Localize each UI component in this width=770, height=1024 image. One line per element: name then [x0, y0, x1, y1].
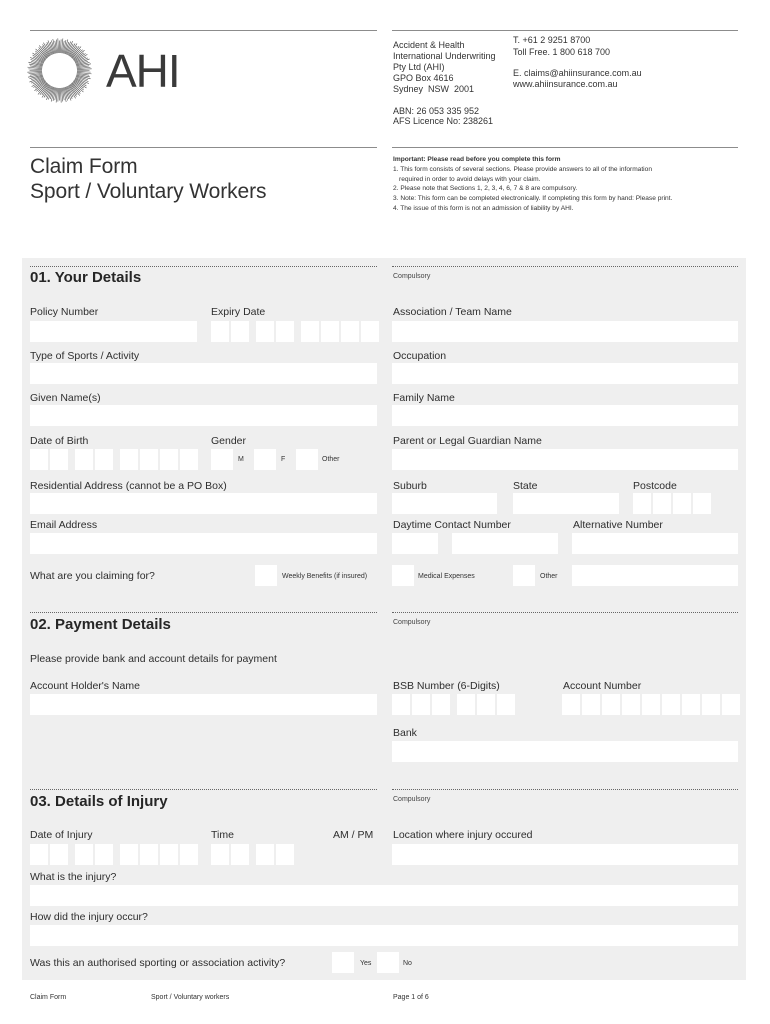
guardian-input[interactable] [392, 449, 738, 470]
logo-rays [27, 38, 91, 102]
section-divider [30, 789, 377, 790]
important-note: 3. Note: This form can be completed electronically. If completing this form by hand: Please print. [393, 195, 673, 203]
section-divider [392, 266, 738, 267]
authorised-yes-label: Yes [360, 959, 372, 967]
gender-other-label: Other [322, 455, 340, 463]
bsb-digit-box[interactable] [412, 694, 430, 715]
expiry-date-digit-box[interactable] [276, 321, 294, 342]
gender-other-checkbox[interactable] [296, 449, 318, 470]
postal-address-line: GPO Box 4616 [393, 73, 454, 83]
daytime-number-label: Daytime Contact Number [393, 519, 511, 531]
important-note: 1. This form consists of several sections. Please provide answers to all of the information [393, 165, 652, 173]
date-of-injury-input [30, 844, 198, 865]
suburb-input[interactable] [392, 493, 497, 514]
email-input[interactable] [30, 533, 377, 554]
website-link[interactable]: www.ahiinsurance.com.au [513, 79, 618, 89]
company-name-line: Accident & Health [393, 40, 465, 50]
expiry-date-digit-box[interactable] [301, 321, 319, 342]
bsb-digit-box[interactable] [497, 694, 515, 715]
bsb-input [392, 694, 515, 715]
date-of-injury-digit-box[interactable] [30, 844, 48, 865]
title-divider-left [30, 147, 377, 148]
date-of-injury-digit-box[interactable] [120, 844, 138, 865]
section-divider [30, 266, 377, 267]
given-names-input[interactable] [30, 405, 377, 426]
state-label: State [513, 480, 538, 492]
header-top-divider-right [392, 30, 738, 31]
how-occurred-label: How did the injury occur? [30, 911, 148, 923]
important-heading: Important: Please read before you complete this form [393, 156, 561, 163]
address-label: Residential Address (cannot be a PO Box) [30, 480, 227, 492]
sport-activity-label: Type of Sports / Activity [30, 350, 140, 362]
section-heading-payment-details: 02. Payment Details [30, 616, 171, 633]
claim-other-label: Other [540, 572, 558, 580]
bsb-digit-box[interactable] [457, 694, 475, 715]
expiry-date-digit-box[interactable] [231, 321, 249, 342]
date-of-injury-digit-box[interactable] [160, 844, 178, 865]
important-note: 2. Please note that Sections 1, 2, 3, 4, 6, 7 & 8 are compulsory. [393, 185, 578, 193]
time-digit-box[interactable] [256, 844, 274, 865]
date-of-birth-digit-box[interactable] [75, 449, 93, 470]
company-name-line: International Underwriting [393, 51, 496, 61]
association-input[interactable] [392, 321, 738, 342]
date-of-birth-digit-box[interactable] [95, 449, 113, 470]
account-number-digit-box[interactable] [562, 694, 580, 715]
occupation-input[interactable] [392, 363, 738, 384]
abn-number: ABN: 26 053 335 952 [393, 106, 480, 116]
bank-input[interactable] [392, 741, 738, 762]
account-number-digit-box[interactable] [622, 694, 640, 715]
policy-number-label: Policy Number [30, 306, 99, 318]
family-name-input[interactable] [392, 405, 738, 426]
compulsory-tag: Compulsory [393, 796, 431, 803]
weekly-benefits-checkbox[interactable] [255, 565, 277, 586]
expiry-date-label: Expiry Date [211, 306, 266, 318]
am-pm-label: AM / PM [333, 829, 374, 841]
form-title: Claim Form [30, 155, 138, 178]
account-number-digit-box[interactable] [702, 694, 720, 715]
expiry-date-digit-box[interactable] [361, 321, 379, 342]
payment-intro-text: Please provide bank and account details for payment [30, 653, 277, 665]
toll-free-number: Toll Free. 1 800 618 700 [513, 47, 611, 57]
how-occurred-input[interactable] [30, 925, 738, 946]
account-holder-label: Account Holder's Name [30, 680, 140, 692]
important-note: required in order to avoid delays with your claim. [399, 175, 541, 183]
time-digit-box[interactable] [211, 844, 229, 865]
account-number-digit-box[interactable] [722, 694, 740, 715]
address-input[interactable] [30, 493, 377, 514]
afs-licence-number: AFS Licence No: 238261 [393, 116, 494, 126]
account-holder-input[interactable] [30, 694, 377, 715]
gender-f-label: F [281, 455, 286, 463]
header-top-divider-left [30, 30, 377, 31]
phone-number: T. +61 2 9251 8700 [513, 35, 591, 45]
time-input [211, 844, 294, 865]
postcode-digit-box[interactable] [693, 493, 711, 514]
form-subtitle: Sport / Voluntary Workers [30, 180, 267, 203]
date-of-injury-digit-box[interactable] [180, 844, 198, 865]
date-of-injury-label: Date of Injury [30, 829, 93, 841]
date-of-birth-label: Date of Birth [30, 435, 89, 447]
time-digit-box[interactable] [231, 844, 249, 865]
title-divider-right [392, 147, 738, 148]
expiry-date-digit-box[interactable] [341, 321, 359, 342]
claim-other-input[interactable] [572, 565, 738, 586]
postcode-digit-box[interactable] [673, 493, 691, 514]
date-of-injury-digit-box[interactable] [50, 844, 68, 865]
account-number-digit-box[interactable] [642, 694, 660, 715]
weekly-benefits-label: Weekly Benefits (if insured) [282, 572, 368, 580]
association-label: Association / Team Name [393, 306, 512, 318]
date-of-injury-digit-box[interactable] [140, 844, 158, 865]
occupation-label: Occupation [393, 350, 447, 362]
account-number-digit-box[interactable] [662, 694, 680, 715]
date-of-birth-input [30, 449, 198, 470]
expiry-date-digit-box[interactable] [256, 321, 274, 342]
account-number-input [562, 694, 740, 715]
bsb-digit-box[interactable] [432, 694, 450, 715]
date-of-injury-digit-box[interactable] [95, 844, 113, 865]
email-label: Email Address [30, 519, 98, 531]
bsb-digit-box[interactable] [477, 694, 495, 715]
gender-f-checkbox[interactable] [254, 449, 276, 470]
sport-activity-input[interactable] [30, 363, 377, 384]
gender-m-label: M [238, 455, 244, 463]
postcode-input [633, 493, 711, 514]
account-number-label: Account Number [563, 680, 642, 692]
time-digit-box[interactable] [276, 844, 294, 865]
claims-email[interactable]: E. claims@ahiinsurance.com.au [513, 68, 642, 78]
date-of-birth-digit-box[interactable] [180, 449, 198, 470]
state-input[interactable] [513, 493, 619, 514]
date-of-injury-digit-box[interactable] [75, 844, 93, 865]
important-note: 4. The issue of this form is not an admission of liability by AHI. [393, 205, 574, 212]
gender-m-checkbox[interactable] [211, 449, 233, 470]
claim-other-checkbox[interactable] [513, 565, 535, 586]
date-of-birth-digit-box[interactable] [140, 449, 158, 470]
footer-product: Sport / Voluntary workers [151, 993, 230, 1001]
account-number-digit-box[interactable] [682, 694, 700, 715]
expiry-date-input [211, 321, 379, 342]
ahi-logo-mark [26, 37, 93, 104]
claiming-for-label: What are you claiming for? [30, 570, 155, 582]
company-name-line: Pty Ltd (AHI) [393, 62, 445, 72]
section-divider [392, 612, 738, 613]
guardian-label: Parent or Legal Guardian Name [393, 435, 542, 447]
postal-address-line: Sydney NSW 2001 [393, 84, 475, 94]
time-label: Time [211, 829, 234, 841]
suburb-label: Suburb [393, 480, 427, 492]
date-of-birth-digit-box[interactable] [30, 449, 48, 470]
given-names-label: Given Name(s) [30, 392, 101, 404]
alternative-number-label: Alternative Number [573, 519, 663, 531]
location-input[interactable] [392, 844, 738, 865]
footer-page-number: Page 1 of 6 [393, 993, 429, 1001]
postcode-digit-box[interactable] [653, 493, 671, 514]
expiry-date-digit-box[interactable] [211, 321, 229, 342]
authorised-activity-label: Was this an authorised sporting or association activity? [30, 957, 286, 969]
account-number-digit-box[interactable] [582, 694, 600, 715]
gender-label: Gender [211, 435, 247, 447]
policy-number-input[interactable] [30, 321, 197, 342]
section-divider [392, 789, 738, 790]
bsb-digit-box[interactable] [392, 694, 410, 715]
ahi-logo-text: AHI [106, 45, 180, 97]
expiry-date-digit-box[interactable] [321, 321, 339, 342]
date-of-birth-digit-box[interactable] [160, 449, 178, 470]
postcode-digit-box[interactable] [633, 493, 651, 514]
medical-expenses-checkbox[interactable] [392, 565, 414, 586]
family-name-label: Family Name [393, 392, 455, 404]
date-of-birth-digit-box[interactable] [50, 449, 68, 470]
authorised-yes-checkbox[interactable] [332, 952, 354, 973]
daytime-area-code-input[interactable] [392, 533, 438, 554]
daytime-number-input[interactable] [452, 533, 558, 554]
compulsory-tag: Compulsory [393, 273, 431, 280]
postcode-label: Postcode [633, 480, 677, 492]
authorised-no-label: No [403, 959, 412, 967]
section-heading-your-details: 01. Your Details [30, 269, 142, 286]
date-of-birth-digit-box[interactable] [120, 449, 138, 470]
footer-form-name: Claim Form [30, 993, 67, 1001]
section-heading-injury-details: 03. Details of Injury [30, 793, 168, 810]
authorised-no-checkbox[interactable] [377, 952, 399, 973]
bank-label: Bank [393, 727, 417, 739]
location-label: Location where injury occured [393, 829, 533, 841]
medical-expenses-label: Medical Expenses [418, 572, 475, 580]
bsb-label: BSB Number (6-Digits) [393, 680, 500, 692]
section-divider [30, 612, 377, 613]
compulsory-tag: Compulsory [393, 619, 431, 626]
account-number-digit-box[interactable] [602, 694, 620, 715]
what-injury-label: What is the injury? [30, 871, 117, 883]
alternative-number-input[interactable] [572, 533, 738, 554]
what-injury-input[interactable] [30, 885, 738, 906]
